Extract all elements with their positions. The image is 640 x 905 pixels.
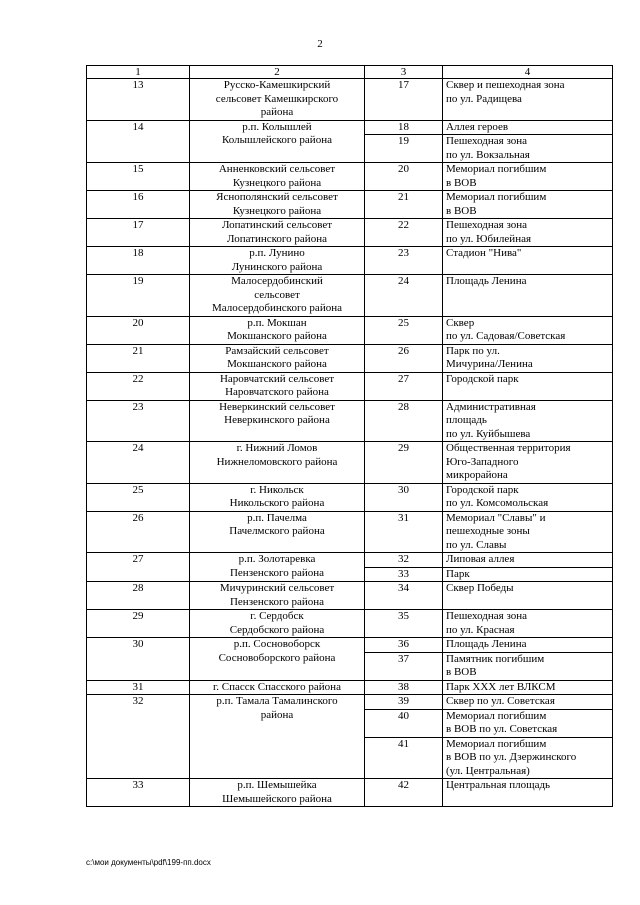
object-name: Площадь Ленина xyxy=(443,638,613,653)
object-name: Мемориал "Славы" и пешеходные зоны по ул. Славы xyxy=(443,511,613,553)
object-name: Центральная площадь xyxy=(443,779,613,807)
object-number: 24 xyxy=(365,275,443,317)
table-row xyxy=(87,79,613,121)
header-col-1: 1 xyxy=(87,66,190,79)
object-name: Стадион "Нива" xyxy=(443,247,613,275)
object-number: 35 xyxy=(365,610,443,638)
territories-table xyxy=(86,65,613,807)
municipality-name: Малосердобинский сельсовет Малосердобинского района xyxy=(190,275,365,317)
object-number: 36 xyxy=(365,638,443,653)
object-number: 31 xyxy=(365,511,443,553)
object-number: 28 xyxy=(365,400,443,442)
table-row xyxy=(87,638,613,653)
municipality-name: Яснополянский сельсовет Кузнецкого района xyxy=(190,191,365,219)
object-number: 42 xyxy=(365,779,443,807)
object-number: 29 xyxy=(365,442,443,484)
row-number: 22 xyxy=(87,372,190,400)
object-name: Мемориал погибшим в ВОВ xyxy=(443,191,613,219)
municipality-name: р.п. Колышлей Колышлейского района xyxy=(190,120,365,163)
row-number: 31 xyxy=(87,680,190,695)
object-name: Городской парк xyxy=(443,372,613,400)
row-number: 17 xyxy=(87,219,190,247)
object-name: Мемориал погибшим в ВОВ по ул. Советская xyxy=(443,709,613,737)
municipality-name: р.п. Пачелма Пачелмского района xyxy=(190,511,365,553)
table-row xyxy=(87,191,613,219)
municipality-name: Рамзайский сельсовет Мокшанского района xyxy=(190,344,365,372)
object-number: 25 xyxy=(365,316,443,344)
header-col-3: 3 xyxy=(365,66,443,79)
row-number: 24 xyxy=(87,442,190,484)
row-number: 33 xyxy=(87,779,190,807)
object-number: 34 xyxy=(365,582,443,610)
row-number: 28 xyxy=(87,582,190,610)
municipality-name: Анненковский сельсовет Кузнецкого района xyxy=(190,163,365,191)
object-number: 33 xyxy=(365,567,443,582)
municipality-name: р.п. Тамала Тамалинского района xyxy=(190,695,365,779)
table-row xyxy=(87,316,613,344)
table-row xyxy=(87,483,613,511)
object-number: 40 xyxy=(365,709,443,737)
municipality-name: г. Нижний Ломов Нижнеломовского района xyxy=(190,442,365,484)
header-col-4: 4 xyxy=(443,66,613,79)
row-number: 30 xyxy=(87,638,190,681)
row-number: 26 xyxy=(87,511,190,553)
object-number: 17 xyxy=(365,79,443,121)
municipality-name: р.п. Лунино Лунинского района xyxy=(190,247,365,275)
row-number: 27 xyxy=(87,553,190,582)
file-path-footer: c:\мои документы\pdf\199-пп.docx xyxy=(86,858,211,867)
object-name: Мемориал погибшим в ВОВ xyxy=(443,163,613,191)
page-number: 2 xyxy=(317,38,323,50)
object-name: Сквер по ул. Садовая/Советская xyxy=(443,316,613,344)
municipality-name: г. Никольск Никольского района xyxy=(190,483,365,511)
row-number: 32 xyxy=(87,695,190,779)
municipality-name: р.п. Шемышейка Шемышейского района xyxy=(190,779,365,807)
municipality-name: Наровчатский сельсовет Наровчатского района xyxy=(190,372,365,400)
table-body xyxy=(87,66,613,807)
row-number: 29 xyxy=(87,610,190,638)
object-name: Общественная территория Юго-Западного микрорайона xyxy=(443,442,613,484)
object-number: 20 xyxy=(365,163,443,191)
object-name: Городской парк по ул. Комсомольская xyxy=(443,483,613,511)
object-number: 22 xyxy=(365,219,443,247)
object-name: Парк XXX лет ВЛКСМ xyxy=(443,680,613,695)
object-number: 18 xyxy=(365,120,443,135)
municipality-name: Неверкинский сельсовет Неверкинского района xyxy=(190,400,365,442)
table-row xyxy=(87,219,613,247)
object-name: Административная площадь по ул. Куйбышева xyxy=(443,400,613,442)
row-number: 19 xyxy=(87,275,190,317)
row-number: 14 xyxy=(87,120,190,163)
table-header-row xyxy=(87,66,613,79)
object-number: 19 xyxy=(365,135,443,163)
object-name: Аллея героев xyxy=(443,120,613,135)
row-number: 23 xyxy=(87,400,190,442)
object-name: Пешеходная зона по ул. Красная xyxy=(443,610,613,638)
table-row xyxy=(87,275,613,317)
object-name: Парк по ул. Мичурина/Ленина xyxy=(443,344,613,372)
table-row xyxy=(87,779,613,807)
municipality-name: г. Сердобск Сердобского района xyxy=(190,610,365,638)
object-name: Сквер Победы xyxy=(443,582,613,610)
object-number: 32 xyxy=(365,553,443,568)
object-name: Сквер по ул. Советская xyxy=(443,695,613,710)
object-name: Мемориал погибшим в ВОВ по ул. Дзержинского (ул. Центральная) xyxy=(443,737,613,779)
object-number: 21 xyxy=(365,191,443,219)
object-number: 27 xyxy=(365,372,443,400)
municipality-name: р.п. Мокшан Мокшанского района xyxy=(190,316,365,344)
object-number: 39 xyxy=(365,695,443,710)
object-number: 26 xyxy=(365,344,443,372)
object-name: Площадь Ленина xyxy=(443,275,613,317)
table-row xyxy=(87,163,613,191)
row-number: 21 xyxy=(87,344,190,372)
object-name: Парк xyxy=(443,567,613,582)
table-row xyxy=(87,511,613,553)
municipality-name: Мичуринский сельсовет Пензенского района xyxy=(190,582,365,610)
object-name: Пешеходная зона по ул. Юбилейная xyxy=(443,219,613,247)
table-row xyxy=(87,400,613,442)
object-name: Памятник погибшим в ВОВ xyxy=(443,652,613,680)
municipality-name: р.п. Золотаревка Пензенского района xyxy=(190,553,365,582)
row-number: 25 xyxy=(87,483,190,511)
object-number: 37 xyxy=(365,652,443,680)
object-number: 38 xyxy=(365,680,443,695)
row-number: 18 xyxy=(87,247,190,275)
object-name: Пешеходная зона по ул. Вокзальная xyxy=(443,135,613,163)
table-row xyxy=(87,344,613,372)
row-number: 16 xyxy=(87,191,190,219)
header-col-2: 2 xyxy=(190,66,365,79)
table-row xyxy=(87,695,613,710)
table-row xyxy=(87,610,613,638)
object-number: 30 xyxy=(365,483,443,511)
municipality-name: Русско-Камешкирский сельсовет Камешкирского района xyxy=(190,79,365,121)
object-number: 41 xyxy=(365,737,443,779)
table-row xyxy=(87,582,613,610)
municipality-name: Лопатинский сельсовет Лопатинского района xyxy=(190,219,365,247)
table-row xyxy=(87,120,613,135)
row-number: 15 xyxy=(87,163,190,191)
table-row xyxy=(87,372,613,400)
row-number: 13 xyxy=(87,79,190,121)
municipality-name: р.п. Сосновоборск Сосновоборского района xyxy=(190,638,365,681)
table-row xyxy=(87,247,613,275)
object-number: 23 xyxy=(365,247,443,275)
municipality-name: г. Спасск Спасского района xyxy=(190,680,365,695)
table-row xyxy=(87,553,613,568)
object-name: Сквер и пешеходная зона по ул. Радищева xyxy=(443,79,613,121)
table-row xyxy=(87,680,613,695)
table-row xyxy=(87,442,613,484)
row-number: 20 xyxy=(87,316,190,344)
object-name: Липовая аллея xyxy=(443,553,613,568)
